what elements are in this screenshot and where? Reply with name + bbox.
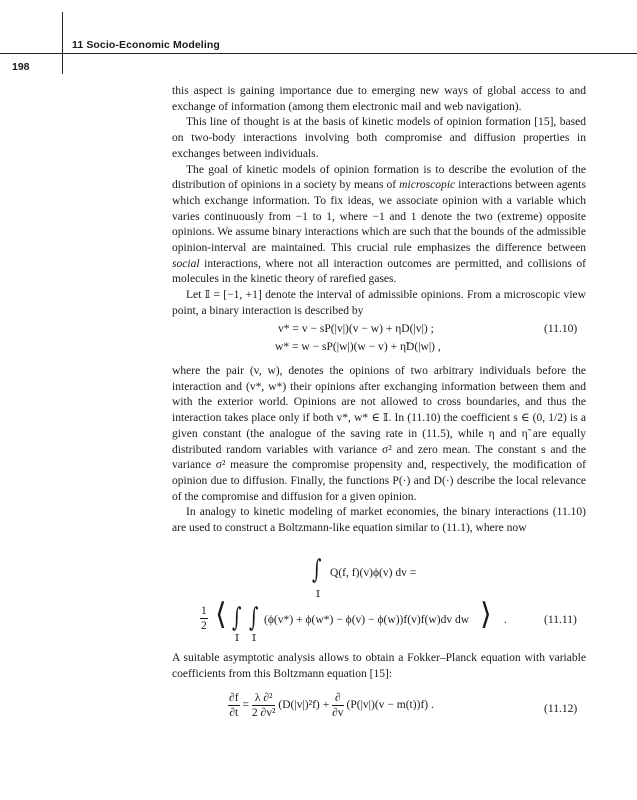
equation-11-11-period: . <box>504 614 507 626</box>
equation-number-11-11: (11.11) <box>544 614 577 626</box>
body-block-3 <box>172 651 586 682</box>
integral-sign-2: ∫ <box>249 603 259 633</box>
right-angle-bracket: ⟩ <box>480 597 492 632</box>
d-numerator: ∂ <box>332 691 343 706</box>
equation-11-11-half <box>200 604 208 633</box>
lambda-numerator: λ ∂² <box>252 691 276 706</box>
plus-sign: + <box>322 699 330 712</box>
df-numerator: ∂f <box>229 692 239 704</box>
drift-term: (P(|v|)(v − m(t))f) <box>346 699 429 712</box>
dt-denominator: ∂t <box>229 707 239 719</box>
integral-domain-1: 𝕀 <box>235 634 240 644</box>
equation-11-12-period: . <box>431 699 434 712</box>
emphasis-microscopic: microscopic <box>399 179 456 192</box>
integral-sign-1: ∫ <box>232 603 242 633</box>
paragraph-5: where the pair (v, w), denotes the opinions of two arbitrary individuals before the interaction and (v*, w*) their opinions after exchanging information between them and with the exterior world. Opinions are not allowed to cross boundaries, and thus the interaction takes place only if both v*, w* ∈ 𝕀. In (11.10) the coefficient s ∈ (0, 1/2) is a given constant (the analogue of the saving rate in (11.5), while η and η̃ are equally distributed random variables with variance σ² and zero mean. The constant s and the variance σ² measure the compromise propensity and, respectively, the modification of opinion due to diffusion. Finally, the functions P(·) and D(·) describe the local relevance of the compromise and diffusion for a given opinion. <box>172 365 586 503</box>
integral-domain-top: 𝕀 <box>316 590 321 600</box>
paragraph-2: This line of thought is at the basis of kinetic models of opinion formation [15], based on two-body interactions involving both compromise and diffusion properties in exchanges between individuals. <box>172 116 586 160</box>
integral-sign-top: ∫ <box>312 555 322 585</box>
fraction-one-half <box>200 604 208 633</box>
paragraph-3-a: The goal of kinetic models of opinion formation is to describe the evolution of the distribution of opinions in a society by means of <box>172 163 586 192</box>
emphasis-social: social <box>172 257 200 270</box>
paragraph-6: In analogy to kinetic modeling of market economies, the binary interactions (11.10) are used to construct a Boltzmann-like equation similar to (11.1), where now <box>172 506 586 535</box>
equation-11-10-line-1: v* = v − sP(|v|)(v − w) + ηD(|v|) ; <box>278 323 434 335</box>
paragraph-1: this aspect is gaining importance due to emerging new ways of global access to and exchange of information (among them electronic mail and web navigation). <box>172 85 586 113</box>
equation-11-11-body: (ϕ(v*) + ϕ(w*) − ϕ(v) − ϕ(w))f(v)f(w)dv dw <box>264 614 470 626</box>
equation-number-11-12: (11.12) <box>544 703 578 715</box>
page-number: 198 <box>12 61 30 73</box>
dv-denominator: ∂v <box>332 707 344 719</box>
lambda-denominator: 2 ∂v² <box>251 707 276 719</box>
header-horizontal-rule <box>0 53 637 54</box>
running-head-chapter: 11 Socio-Economic Modeling <box>72 39 220 51</box>
paragraph-3-c: interactions, where not all interaction outcomes are permitted, and collisions of molecules in the kinetic theory of rarefied gases. <box>172 257 586 286</box>
equation-number-11-10: (11.10) <box>544 323 578 335</box>
equals-sign: = <box>242 699 249 712</box>
equation-11-11-top: Q(f, f)(v)ϕ(v) dv = <box>330 567 417 579</box>
paragraph-4: Let 𝕀 = [−1, +1] denote the interval of admissible opinions. From a microscopic view point, a binary interaction is described by <box>172 289 586 317</box>
diffusion-term: (D(|v|)²f) <box>278 699 320 712</box>
header-vertical-rule <box>62 12 63 74</box>
body-block-2 <box>172 364 586 537</box>
paragraph-3 <box>172 163 586 289</box>
paragraph-3-b: interactions between agents which exchange information. To fix ideas, we associate opinion with a variable which varies continuously from −1 to 1, where −1 and 1 denote the two (extreme) opposite opinions. We assume binary interactions which are such that the bounds of the admissible opinion-interval are maintained. This crucial rule emphasizes the difference between <box>172 179 586 255</box>
fraction-df-dt <box>228 691 240 720</box>
body-block-1 <box>172 84 586 320</box>
equation-11-10-line-2: w* = w − sP(|w|)(w − v) + η̃D(|w|) , <box>275 341 441 353</box>
fraction-d-dv <box>332 691 343 720</box>
integral-domain-2: 𝕀 <box>252 634 257 644</box>
fraction-denominator: 2 <box>201 620 207 632</box>
equation-11-12 <box>228 691 434 720</box>
paragraph-7: A suitable asymptotic analysis allows to obtain a Fokker–Planck equation with variable coefficients from this Boltzmann equation [15]: <box>172 652 586 680</box>
left-angle-bracket: ⟨ <box>215 597 227 632</box>
fraction-lambda-coefficient <box>252 691 276 720</box>
fraction-numerator: 1 <box>201 605 207 617</box>
